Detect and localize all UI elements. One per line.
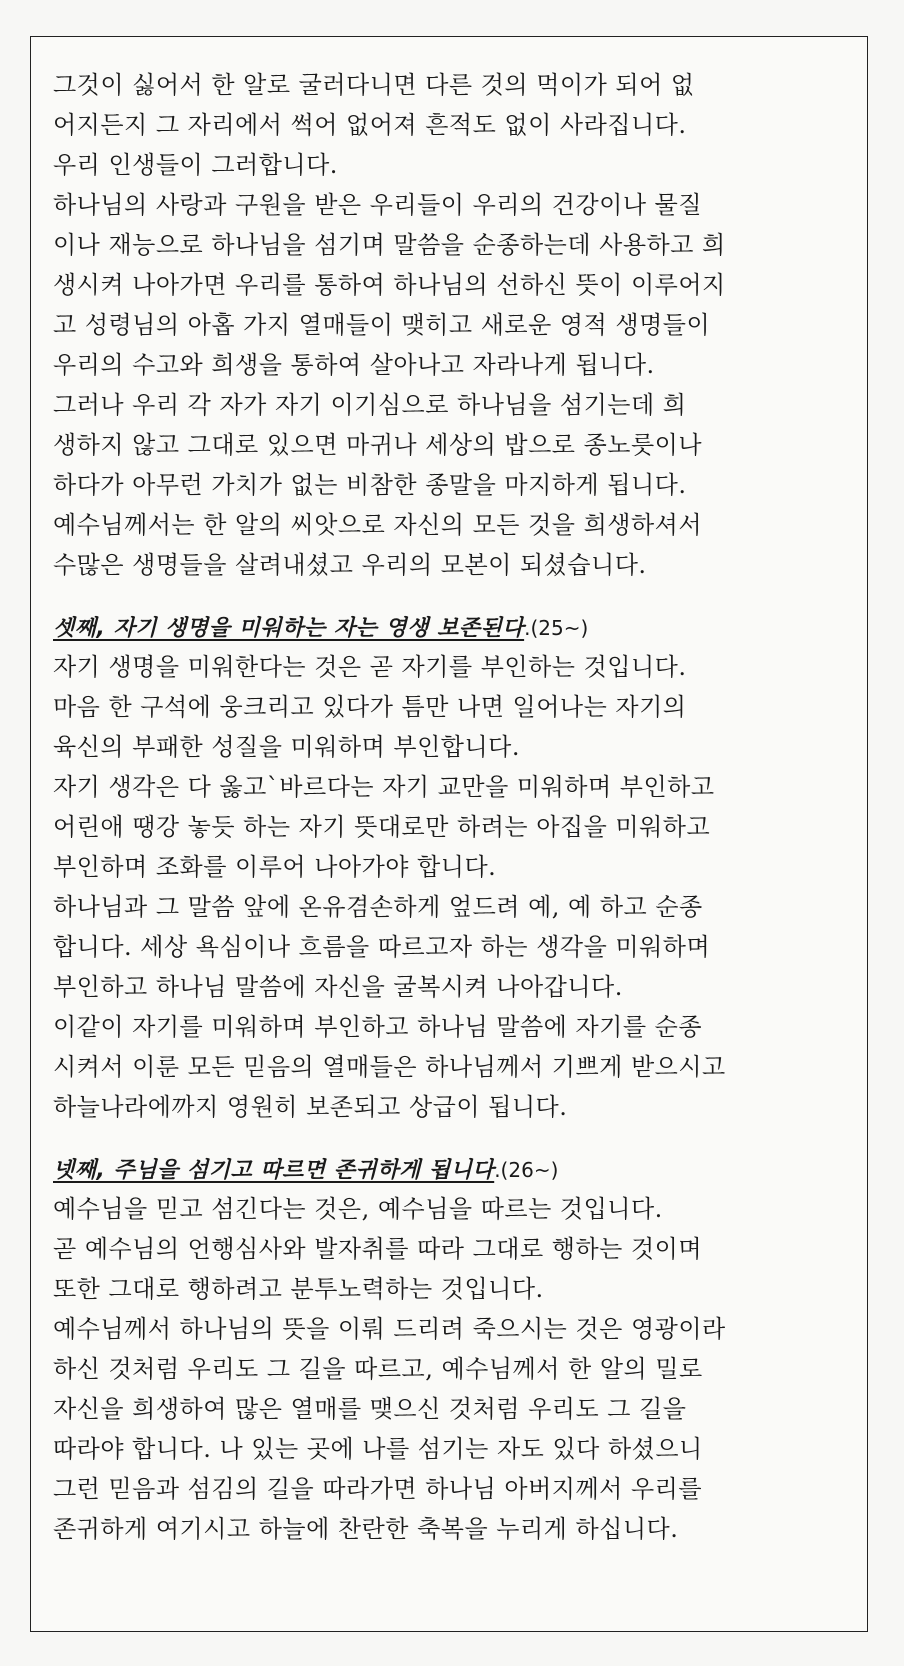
section-heading-reference: .(26~) (494, 1158, 559, 1182)
text-line: 생하지 않고 그대로 있으면 마귀나 세상의 밥으로 종노릇이나 (53, 431, 703, 459)
intro-paragraphs (53, 65, 853, 585)
text-line: 육신의 부패한 성질을 미워하며 부인합니다. (53, 733, 520, 761)
text-line: 또한 그대로 행하려고 분투노력하는 것입니다. (53, 1275, 544, 1303)
section-gap (53, 585, 853, 607)
text-line: 예수님께서는 한 알의 씨앗으로 자신의 모든 것을 희생하셔서 (53, 511, 703, 539)
text-line: 자기 생각은 다 옳고`바르다는 자기 교만을 미워하며 부인하고 (53, 773, 715, 801)
section-heading-title: 셋째, 자기 생명을 미워하는 자는 영생 보존된다 (53, 616, 525, 641)
text-line: 수많은 생명들을 살려내셨고 우리의 모본이 되셨습니다. (53, 551, 647, 579)
section-gap (53, 1127, 853, 1149)
text-line: 생시켜 나아가면 우리를 통하여 하나님의 선하신 뜻이 이루어지 (53, 271, 726, 299)
text-line: 존귀하게 여기시고 하늘에 찬란한 축복을 누리게 하십니다. (53, 1515, 679, 1543)
section-third (53, 607, 853, 1127)
text-line: 어린애 땡강 놓듯 하는 자기 뜻대로만 하려는 아집을 미워하고 (53, 813, 711, 841)
text-line: 부인하고 하나님 말씀에 자신을 굴복시켜 나아갑니다. (53, 973, 623, 1001)
text-line: 하다가 아무런 가치가 없는 비참한 종말을 마지하게 됩니다. (53, 471, 687, 499)
text-line: 마음 한 구석에 웅크리고 있다가 틈만 나면 일어나는 자기의 (53, 693, 687, 721)
text-line: 우리의 수고와 희생을 통하여 살아나고 자라나게 됩니다. (53, 351, 655, 379)
text-line: 하나님의 사랑과 구원을 받은 우리들이 우리의 건강이나 물질 (53, 191, 703, 219)
text-line: 곧 예수님의 언행심사와 발자취를 따라 그대로 행하는 것이며 (53, 1235, 703, 1263)
text-line: 그것이 싫어서 한 알로 굴러다니면 다른 것의 먹이가 되어 없 (53, 71, 695, 99)
text-line: 이같이 자기를 미워하며 부인하고 하나님 말씀에 자기를 순종 (53, 1013, 703, 1041)
text-line: 예수님께서 하나님의 뜻을 이뤄 드리려 죽으시는 것은 영광이라 (53, 1315, 726, 1343)
document-body (53, 65, 853, 1549)
text-line: 어지든지 그 자리에서 썩어 없어져 흔적도 없이 사라집니다. (53, 111, 687, 139)
text-line: 시켜서 이룬 모든 믿음의 열매들은 하나님께서 기쁘게 받으시고 (53, 1053, 726, 1081)
text-line: 자기 생명을 미워한다는 것은 곧 자기를 부인하는 것입니다. (53, 653, 687, 681)
text-line: 하나님과 그 말씀 앞에 온유겸손하게 엎드려 예, 예 하고 순종 (53, 893, 703, 921)
text-line: 이나 재능으로 하나님을 섬기며 말씀을 순종하는데 사용하고 희 (53, 231, 726, 259)
text-line: 자신을 희생하여 많은 열매를 맺으신 것처럼 우리도 그 길을 (53, 1395, 687, 1423)
section-heading (53, 607, 853, 647)
text-line: 고 성령님의 아홉 가지 열매들이 맺히고 새로운 영적 생명들이 (53, 311, 711, 339)
text-line: 하늘나라에까지 영원히 보존되고 상급이 됩니다. (53, 1093, 568, 1121)
text-line: 하신 것처럼 우리도 그 길을 따르고, 예수님께서 한 알의 밀로 (53, 1355, 703, 1383)
section-heading-reference: .(25~) (524, 616, 589, 640)
section-heading-title: 넷째, 주님을 섬기고 따르면 존귀하게 됩니다 (53, 1158, 495, 1183)
text-line: 그런 믿음과 섬김의 길을 따라가면 하나님 아버지께서 우리를 (53, 1475, 703, 1503)
text-line: 우리 인생들이 그러합니다. (53, 151, 338, 179)
section-heading (53, 1149, 853, 1189)
text-line: 부인하며 조화를 이루어 나아가야 합니다. (53, 853, 497, 881)
text-line: 합니다. 세상 욕심이나 흐름을 따르고자 하는 생각을 미워하며 (53, 933, 711, 961)
section-fourth (53, 1149, 853, 1549)
text-line: 따라야 합니다. 나 있는 곳에 나를 섬기는 자도 있다 하셨으니 (53, 1435, 703, 1463)
text-line: 그러나 우리 각 자가 자기 이기심으로 하나님을 섬기는데 희 (53, 391, 687, 419)
text-line: 예수님을 믿고 섬긴다는 것은, 예수님을 따르는 것입니다. (53, 1195, 663, 1223)
page-frame (30, 36, 868, 1632)
